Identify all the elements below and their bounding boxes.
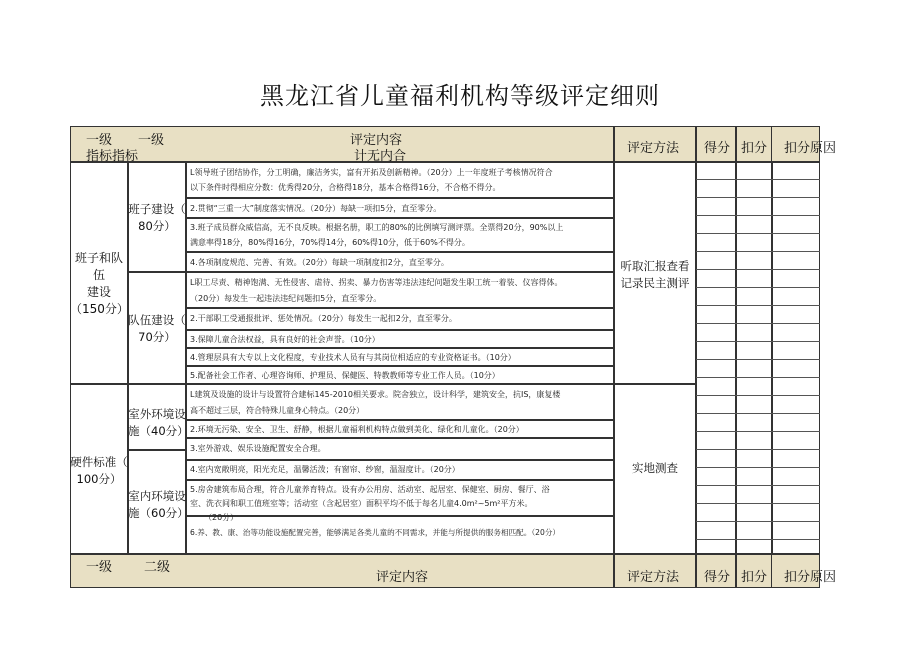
sub2-name: 队伍建设（ [128, 313, 186, 327]
footer-method: 评定方法 [627, 570, 680, 585]
item-text: 2.环境无污染、安全、卫生、舒静，根据儿童福利机构特点做到美化、绿化和儿童化。（20分） [190, 425, 524, 434]
item-text: （20分）每发生一起违法违纪问题扣5分，直至零分。 [190, 294, 382, 303]
method-line2: 记录民主测评 [620, 276, 690, 290]
sub1-points: 80分） [138, 219, 176, 233]
section1-name-line1: 班子和队伍 [74, 251, 123, 282]
item-text: 满意率得18分，80%得16分，70%得14分，60%得10分，低于60%不得分。 [190, 238, 470, 247]
footer-deduct: 扣分 [741, 570, 768, 585]
header-deduct: 扣分 [741, 141, 768, 156]
item-text: 以下条件时得相应分数：优秀得20分，合格得18分，基本合格得16分，不合格不得分。 [190, 183, 501, 192]
section2-name-line: 硬件标准（ [70, 455, 128, 469]
item-text: 4.室内宽敞明亮，阳光充足，温馨活泼；有窗帘、纱窗，温湿度计。（20分） [190, 465, 460, 474]
footer-reason: 扣分原因 [784, 570, 837, 585]
section2-sub2 [128, 488, 189, 522]
footer-level1: 一级 [86, 560, 113, 575]
indoor-name: 室内环境设 [128, 489, 186, 503]
section1-method [614, 258, 696, 292]
item-text: 室、洗衣间和职工值班室等；活动室（含起居室）面积平均不低于每名儿童4.0m²~5m²平方米。 [190, 499, 533, 508]
header-content-sub: 计无内合 [354, 149, 407, 164]
item-text: 高不超过三层，符合特殊儿童身心特点。（20分） [190, 406, 365, 415]
header-content: 评定内容 [350, 133, 403, 148]
outdoor-points: 施（40分） [128, 424, 189, 438]
section1-name [70, 250, 128, 318]
item-text: 3.保障儿童合法权益，具有良好的社会声誉。（10分） [190, 335, 380, 344]
page-title: 黑龙江省儿童福利机构等级评定细则 [260, 82, 660, 110]
score-grid-lines [696, 162, 820, 554]
section1-sub1 [128, 201, 186, 235]
section1-points: （150分） [70, 302, 129, 316]
item-text: 2.贯彻“三重一大”制度落实情况。（20分）每缺一项扣5分，直至零分。 [190, 204, 442, 213]
item-text: L领导班子团结协作，分工明确，廉洁务实，富有开拓及创新精神。（20分）上一年度班子考核情况符合 [190, 168, 553, 177]
sub1-name: 班子建设（ [128, 202, 186, 216]
item-text: 2.干部职工受通报批评、惩处情况。（20分）每发生一起扣2分，直至零分。 [190, 314, 457, 323]
item-text: L职工尽责、精神饱满、无性侵害、虐待、拐卖、暴力伤害等违法违纪问题发生职工统一着装、仪容得体。 [190, 278, 563, 287]
evaluation-table [70, 126, 837, 588]
section1-name-line2: 建设 [86, 285, 111, 299]
section2-sub1 [128, 406, 189, 440]
header-level1: 一级 [86, 133, 113, 148]
header-index: 指标指标 [86, 149, 139, 164]
item-text: 5.房舍建筑布局合理，符合儿童养育特点。设有办公用房、活动室、起居室、保健室、厨房、餐厅、浴 [190, 485, 550, 494]
item-text: 3.班子成员群众威信高，无不良反映。根据名册，职工的80%的比例填写测评票。全票得20分，90%以上 [190, 223, 564, 232]
header-method: 评定方法 [627, 141, 680, 156]
item-text: 4.各项制度规范、完善、有效。（20分）每缺一项制度扣2分，直至零分。 [190, 258, 449, 267]
section2-method: 实地测查 [632, 461, 678, 475]
footer-content: 评定内容 [376, 570, 429, 585]
item-text: 5.配备社会工作者、心理咨询师、护理员、保健医、特教教师等专业工作人员。（10分） [190, 371, 500, 380]
section2-name [70, 454, 128, 488]
section1-sub2 [128, 312, 186, 346]
method-line1: 听取汇报查看 [620, 259, 690, 273]
footer-level2: 二级 [144, 560, 171, 575]
footer-score: 得分 [704, 570, 731, 585]
item-text: 3.室外游戏、娱乐设施配置安全合理。 [190, 444, 326, 453]
header-reason: 扣分原因 [784, 141, 837, 156]
indoor-points: 施（60分） [128, 506, 189, 520]
item-text: 6.养、教、康、治等功能设施配置完善，能够满足各类儿童的不同需求，并能与所提供的服务相匹配。（20分） [190, 528, 561, 537]
outdoor-name: 室外环境设 [128, 407, 186, 421]
item-text: 4.管理层具有大专以上文化程度，专业技术人员有与其岗位相适应的专业资格证书。（10分） [190, 353, 516, 362]
sub2-points: 70分） [138, 330, 176, 344]
header-level1b: 一级 [138, 133, 165, 148]
item-text: （20分） [204, 513, 239, 522]
header-score: 得分 [704, 141, 731, 156]
section2-points: 100分） [76, 472, 122, 486]
item-text: L建筑及设施的设计与设置符合建标145-2010相关要求。院舍独立，设计科学，建筑安全，抗IS，康复楼 [190, 390, 561, 399]
